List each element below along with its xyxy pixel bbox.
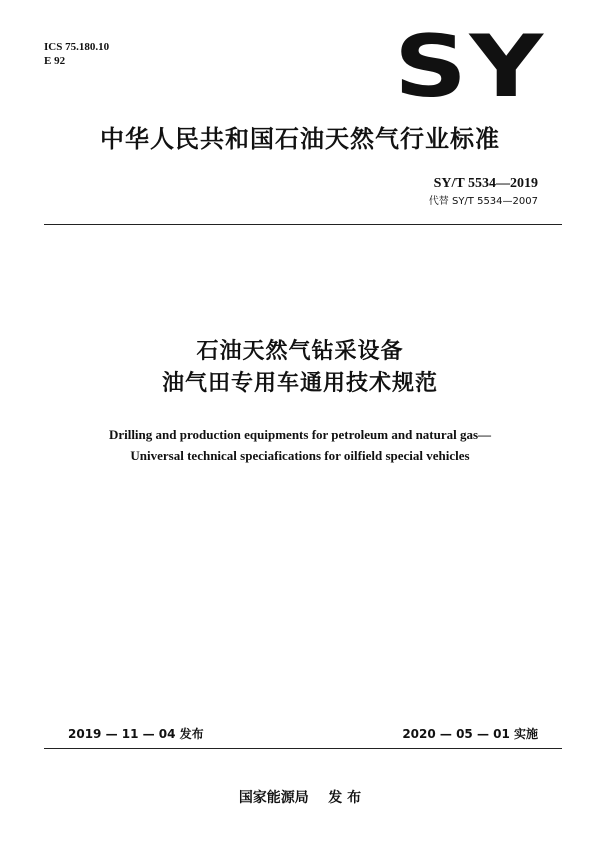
- ics-code: ICS 75.180.10: [44, 41, 110, 53]
- title-en-line1: Drilling and production equipments for petroleum and natural gas—: [108, 427, 492, 442]
- standard-number: SY/T 5534—2019: [433, 176, 538, 191]
- ccs-code: E 92: [44, 55, 66, 67]
- title-en-line2: Universal technical speciafications for oilfield special vehicles: [130, 448, 470, 463]
- replaces-standard: 代替 SY/T 5534—2007: [428, 196, 538, 207]
- title-cn-line2: 油气田专用车通用技术规范: [161, 371, 438, 396]
- top-divider: [44, 224, 562, 225]
- issuer: 国家能源局 发 布: [238, 790, 362, 806]
- implementation-date: 2020 — 05 — 01 实施: [402, 727, 538, 741]
- sy-logo: SY: [394, 17, 546, 117]
- classification-codes: [44, 40, 109, 68]
- publish-date: 2019 — 11 — 04 发布: [68, 727, 204, 741]
- organization-title: 中华人民共和国石油天然气行业标准: [100, 125, 500, 153]
- bottom-divider: [44, 748, 562, 749]
- title-cn-line1: 石油天然气钻采设备: [196, 339, 404, 364]
